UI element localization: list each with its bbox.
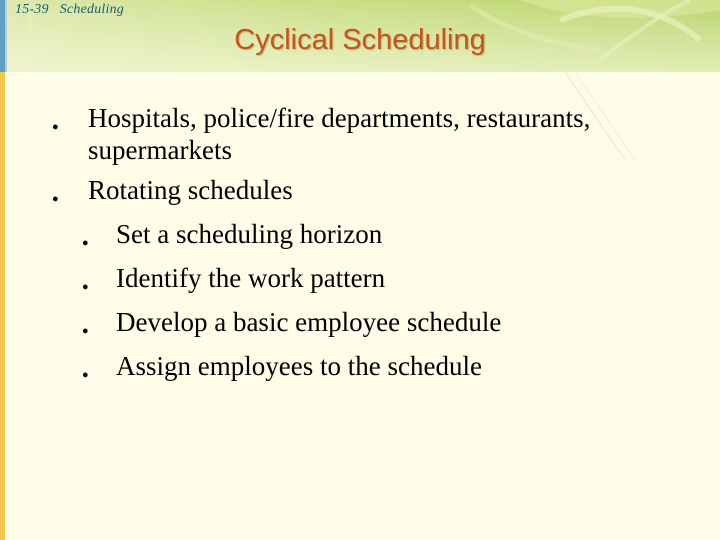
list-item [52,174,702,206]
bullet-icon: ● [82,237,89,249]
list-item-text: Hospitals, police/fire departments, restaurants, supermarkets [88,103,591,165]
bullet-icon: ● [82,325,89,337]
slide-header [15,2,124,18]
bullet-icon: ● [82,281,89,293]
list-item-text: Assign employees to the schedule [116,351,482,381]
list-item-text: Rotating schedules [88,175,293,205]
list-item-text: Identify the work pattern [116,263,386,293]
bullet-list [52,102,702,382]
list-item [52,218,702,250]
section-name: Scheduling [59,2,124,17]
bullet-icon: ● [52,121,59,133]
bullet-icon: ● [82,369,89,381]
list-item [52,102,702,166]
list-item [52,262,702,294]
page-title: Cyclical Scheduling [234,24,486,56]
list-item [52,350,702,382]
slide-number: 15-39 [15,2,49,17]
list-item-text: Develop a basic employee schedule [116,307,502,337]
list-item [52,306,702,338]
list-item-text: Set a scheduling horizon [116,219,383,249]
bullet-icon: ● [52,193,59,205]
